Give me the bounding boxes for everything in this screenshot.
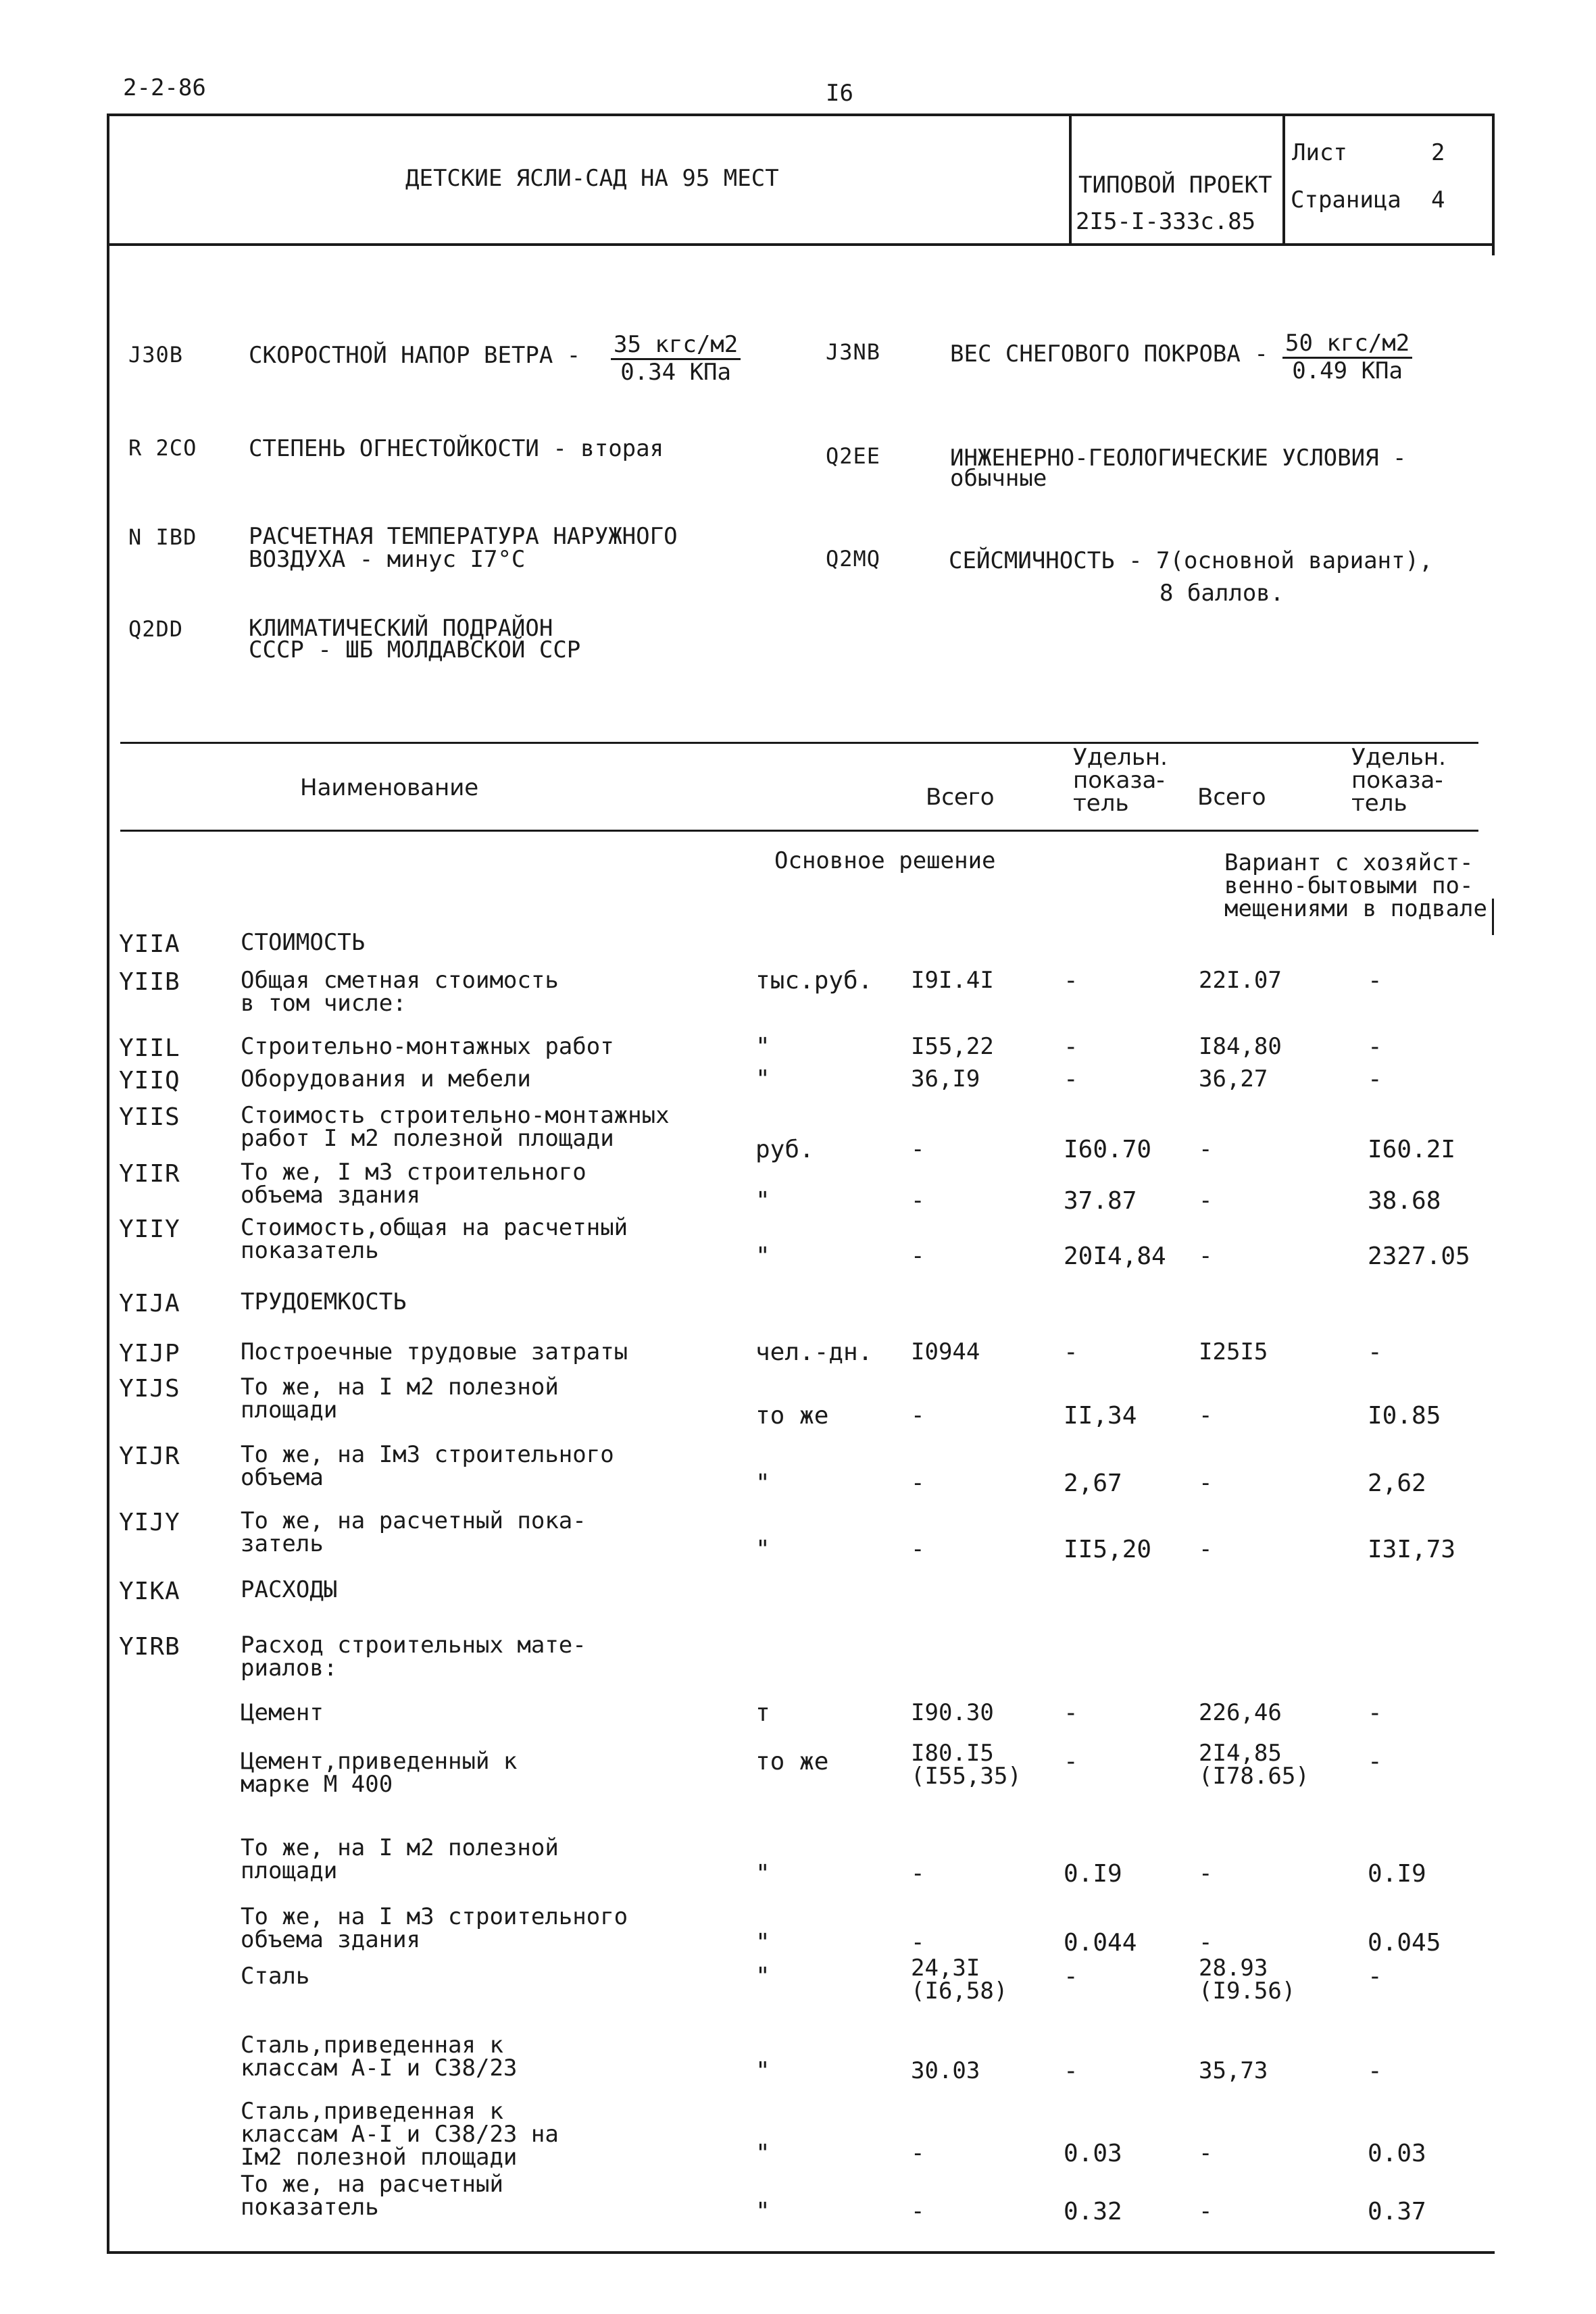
row-total-variant: 22I.07 xyxy=(1199,967,1282,994)
row-specific-main: 0.03 xyxy=(1064,2140,1122,2167)
project-label: ТИПОВОЙ ПРОЕКТ xyxy=(1078,172,1272,199)
row-specific-main: 37.87 xyxy=(1064,1187,1137,1215)
row-total-variant: 36,27 xyxy=(1199,1065,1268,1092)
row-name: То же, на I м2 полезной площади xyxy=(241,1834,559,1884)
project-number: 2I5-I-333с.85 xyxy=(1076,208,1256,235)
row-name: Оборудования и мебели xyxy=(241,1065,531,1092)
row-name: Построечные трудовые затраты xyxy=(241,1338,628,1365)
row-specific-variant: - xyxy=(1368,967,1382,995)
row-specific-main: 2,67 xyxy=(1064,1469,1122,1497)
seismic-label-1: СЕЙСМИЧНОСТЬ - 7(основной вариант), xyxy=(949,547,1433,574)
frame-top xyxy=(107,114,1495,116)
row-specific-main: 0.I9 xyxy=(1064,1860,1122,1888)
snow-label: ВЕС СНЕГОВОГО ПОКРОВА - xyxy=(950,341,1268,368)
header-specific-1: Удельн. показа- тель xyxy=(1073,744,1168,817)
row-specific-variant: - xyxy=(1368,1699,1382,1727)
row-total-main: - xyxy=(911,1860,925,1887)
geo-code: Q2EE xyxy=(826,443,881,469)
row-specific-variant: 2,62 xyxy=(1368,1469,1426,1497)
wind-value: $\frac{\text{35 кгс/м2}}{\text{0.34 КПа}}$ xyxy=(611,332,741,384)
row-total-variant: 35,73 xyxy=(1199,2057,1268,2084)
row-name: Строительно-монтажных работ xyxy=(241,1033,614,1060)
row-specific-main: 20I4,84 xyxy=(1064,1242,1166,1270)
row-unit: " xyxy=(755,1242,770,1270)
table-top-rule xyxy=(120,742,1478,744)
row-total-main: - xyxy=(911,1136,925,1163)
row-name: РАСХОДЫ xyxy=(241,1576,338,1603)
document-title: ДЕТСКИЕ ЯСЛИ-САД НА 95 МЕСТ xyxy=(405,165,779,192)
row-unit: " xyxy=(755,2057,770,2085)
row-total-main: I90.30 xyxy=(911,1699,994,1726)
row-code: YIJR xyxy=(119,1442,180,1470)
row-name: То же, I м3 строительного объема здания xyxy=(241,1159,587,1209)
row-code: YIRB xyxy=(119,1633,180,1661)
row-total-variant: 28.93 (I9.56) xyxy=(1199,1955,1296,2005)
row-specific-variant: - xyxy=(1368,2057,1382,2085)
climate-label-1: КЛИМАТИЧЕСКИЙ ПОДРАЙОН xyxy=(249,615,553,642)
row-code: YIJS xyxy=(119,1375,180,1403)
row-specific-variant: 0.I9 xyxy=(1368,1860,1426,1888)
row-unit: " xyxy=(755,1963,770,1990)
temp-label-1: РАСЧЕТНАЯ ТЕМПЕРАТУРА НАРУЖНОГО xyxy=(249,523,678,550)
title-divider-2 xyxy=(1282,114,1285,245)
row-name: Расход строительных мате- риалов: xyxy=(241,1632,587,1682)
row-specific-main: II,34 xyxy=(1064,1402,1137,1430)
section-main: Основное решение xyxy=(774,847,996,874)
header-total-2: Всего xyxy=(1197,784,1266,811)
row-code: YIIA xyxy=(119,930,180,958)
row-total-variant: 2I4,85 (I78.65) xyxy=(1199,1740,1310,1790)
page-label: Страница xyxy=(1291,186,1401,213)
row-name: Сталь xyxy=(241,1963,310,1990)
row-specific-main: I60.70 xyxy=(1064,1136,1152,1163)
row-specific-main: - xyxy=(1064,1065,1078,1093)
frame-right xyxy=(1492,114,1495,255)
row-name: Сталь,приведенная к классам А-I и С38/23 на Iм2 полезной площади xyxy=(241,2098,559,2171)
row-unit: " xyxy=(755,1469,770,1497)
row-unit: " xyxy=(755,1536,770,1563)
row-total-main: - xyxy=(911,1402,925,1429)
row-specific-variant: I0.85 xyxy=(1368,1402,1441,1430)
row-unit: то же xyxy=(755,1402,829,1430)
row-specific-main: - xyxy=(1064,967,1078,995)
sheet-value: 2 xyxy=(1431,139,1445,166)
row-name: То же, на I м2 полезной площади xyxy=(241,1374,559,1424)
row-code: YIJY xyxy=(119,1509,180,1536)
row-total-main: - xyxy=(911,2198,925,2225)
row-code: YIKA xyxy=(119,1578,180,1605)
title-block-bottom xyxy=(107,243,1495,246)
row-specific-variant: 0.03 xyxy=(1368,2140,1426,2167)
page-number: I6 xyxy=(826,80,853,107)
row-total-variant: I25I5 xyxy=(1199,1338,1268,1365)
row-unit: " xyxy=(755,1187,770,1215)
row-name: То же, на Iм3 строительного объема xyxy=(241,1441,614,1491)
row-unit: т xyxy=(755,1699,770,1727)
frame-left xyxy=(107,114,109,2254)
row-unit: " xyxy=(755,2140,770,2167)
row-specific-variant: 2327.05 xyxy=(1368,1242,1470,1270)
climate-label-2: СССР - ШБ МОЛДАВСКОЙ ССР xyxy=(249,636,581,663)
row-unit: " xyxy=(755,1860,770,1888)
row-total-main: - xyxy=(911,1469,925,1496)
row-specific-main: 0.044 xyxy=(1064,1929,1137,1957)
row-specific-main: - xyxy=(1064,1748,1078,1776)
row-unit: тыс.руб. xyxy=(755,967,873,995)
row-specific-main: - xyxy=(1064,1338,1078,1366)
row-specific-variant: 0.045 xyxy=(1368,1929,1441,1957)
section-variant: Вариант с хозяйст- венно-бытовыми по- мещениями в подвале xyxy=(1224,849,1487,922)
row-specific-main: - xyxy=(1064,2057,1078,2085)
row-total-variant: - xyxy=(1199,1402,1213,1429)
row-name: Общая сметная стоимость в том числе: xyxy=(241,967,559,1017)
row-unit: " xyxy=(755,2198,770,2225)
row-specific-variant: - xyxy=(1368,1748,1382,1776)
row-total-main: - xyxy=(911,1536,925,1563)
row-total-main: I0944 xyxy=(911,1338,980,1365)
sheet-label: Лист xyxy=(1292,139,1347,166)
row-specific-variant: - xyxy=(1368,1338,1382,1366)
row-name: То же, на I м3 строительного объема здания xyxy=(241,1903,628,1953)
header-specific-2: Удельн. показа- тель xyxy=(1351,744,1446,817)
temp-label-2: ВОЗДУХА - минус I7°С xyxy=(249,546,526,573)
row-code: YIIL xyxy=(119,1034,180,1062)
row-name: ТРУДОЕМКОСТЬ xyxy=(241,1288,407,1315)
geo-label-2: обычные xyxy=(950,465,1047,492)
row-code: YIIS xyxy=(119,1103,180,1131)
row-code: YIJP xyxy=(119,1340,180,1367)
row-total-variant: - xyxy=(1199,2140,1213,2167)
row-specific-variant: 0.37 xyxy=(1368,2198,1426,2225)
row-total-variant: - xyxy=(1199,1469,1213,1496)
row-specific-variant: - xyxy=(1368,1065,1382,1093)
row-specific-main: - xyxy=(1064,1963,1078,1990)
row-specific-main: II5,20 xyxy=(1064,1536,1152,1563)
snow-value: $\frac{\text{50 кгс/м2}}{\text{0.49 КПа}}$ xyxy=(1282,331,1412,383)
doc-code: 2-2-86 xyxy=(123,74,206,101)
row-unit: чел.-дн. xyxy=(755,1338,873,1366)
row-name: СТОИМОСТЬ xyxy=(241,929,366,956)
row-unit: руб. xyxy=(755,1136,814,1163)
wind-label: СКОРОСТНОЙ НАПОР ВЕТРА - xyxy=(249,342,581,369)
row-unit: " xyxy=(755,1065,770,1093)
row-total-variant: - xyxy=(1199,1187,1213,1214)
row-total-variant: - xyxy=(1199,1136,1213,1163)
row-code: YIIR xyxy=(119,1160,180,1188)
wind-code: J30B xyxy=(128,342,184,368)
row-name: Цемент,приведенный к марке М 400 xyxy=(241,1748,518,1798)
row-total-variant: 226,46 xyxy=(1199,1699,1282,1726)
row-total-variant: I84,80 xyxy=(1199,1033,1282,1060)
row-total-main: 30.03 xyxy=(911,2057,980,2084)
fire-label: СТЕПЕНЬ ОГНЕСТОЙКОСТИ - вторая xyxy=(249,435,664,462)
header-total-1: Всего xyxy=(926,784,995,811)
title-divider-1 xyxy=(1069,114,1072,245)
row-code: YIIB xyxy=(119,968,180,996)
row-unit: " xyxy=(755,1033,770,1061)
row-total-variant: - xyxy=(1199,1860,1213,1887)
seismic-code: Q2MQ xyxy=(826,546,881,572)
seismic-label-2: 8 баллов. xyxy=(1159,580,1285,607)
row-name: Стоимость,общая на расчетный показатель xyxy=(241,1214,628,1264)
climate-code: Q2DD xyxy=(128,616,184,642)
row-unit: " xyxy=(755,1929,770,1957)
row-total-variant: - xyxy=(1199,1242,1213,1269)
row-code: YIJA xyxy=(119,1290,180,1317)
geo-label-1: ИНЖЕНЕРНО-ГЕОЛОГИЧЕСКИЕ УСЛОВИЯ - xyxy=(950,445,1407,472)
row-total-main: - xyxy=(911,1242,925,1269)
row-total-main: - xyxy=(911,2140,925,2167)
row-total-main: I80.I5 (I55,35) xyxy=(911,1740,1022,1790)
row-code: YIIY xyxy=(119,1215,180,1243)
row-specific-variant: 38.68 xyxy=(1368,1187,1441,1215)
row-name: Сталь,приведенная к классам А-I и С38/23 xyxy=(241,2032,518,2082)
header-name: Наименование xyxy=(300,774,479,801)
row-code: YIIQ xyxy=(119,1067,180,1095)
row-total-variant: - xyxy=(1199,1929,1213,1956)
row-specific-variant: I60.2I xyxy=(1368,1136,1456,1163)
row-specific-main: - xyxy=(1064,1033,1078,1061)
table-header-rule xyxy=(120,830,1478,832)
row-name: То же, на расчетный пока- затель xyxy=(241,1507,587,1557)
row-name: Цемент xyxy=(241,1699,324,1726)
row-total-main: I55,22 xyxy=(911,1033,994,1060)
fire-code: R 2CO xyxy=(128,435,197,461)
row-total-main: - xyxy=(911,1929,925,1956)
row-total-main: 24,3I (I6,58) xyxy=(911,1955,1008,2005)
row-total-main: 36,I9 xyxy=(911,1065,980,1092)
row-name: То же, на расчетный показатель xyxy=(241,2171,503,2221)
variant-side-rule xyxy=(1492,899,1494,935)
row-unit: то же xyxy=(755,1748,829,1776)
row-specific-variant: - xyxy=(1368,1963,1382,1990)
page-value: 4 xyxy=(1431,186,1445,213)
row-total-main: I9I.4I xyxy=(911,967,994,994)
snow-code: J3NB xyxy=(826,339,881,365)
row-name: Стоимость строительно-монтажных работ I м2 полезной площади xyxy=(241,1102,670,1152)
row-total-variant: - xyxy=(1199,2198,1213,2225)
row-specific-main: - xyxy=(1064,1699,1078,1727)
frame-bottom xyxy=(107,2251,1495,2254)
temp-code: N IBD xyxy=(128,524,197,550)
row-total-variant: - xyxy=(1199,1536,1213,1563)
row-specific-main: 0.32 xyxy=(1064,2198,1122,2225)
row-specific-variant: I3I,73 xyxy=(1368,1536,1456,1563)
row-total-main: - xyxy=(911,1187,925,1214)
row-specific-variant: - xyxy=(1368,1033,1382,1061)
